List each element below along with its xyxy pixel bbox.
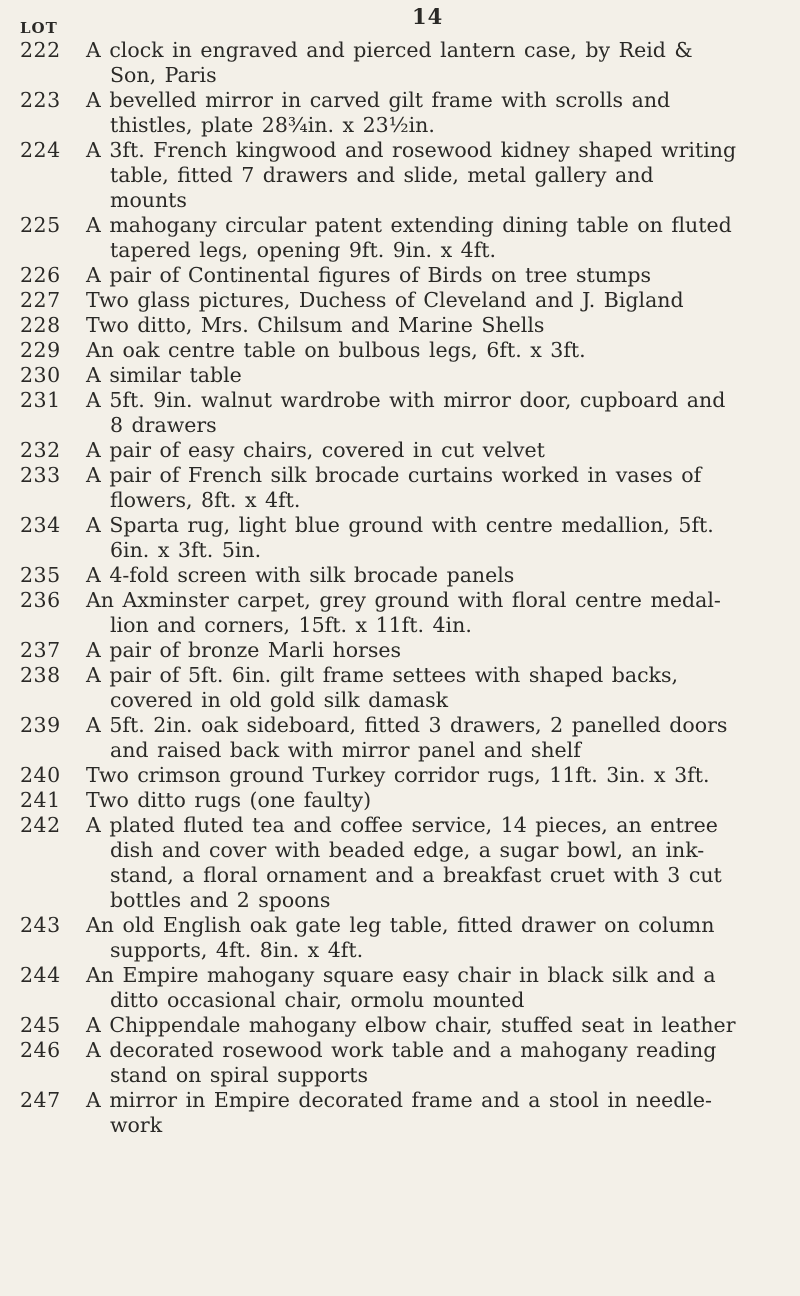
lot-description-line: A bevelled mirror in carved gilt frame with scrolls and bbox=[86, 88, 671, 112]
lot-number: 225 bbox=[20, 213, 61, 237]
lot-description bbox=[86, 313, 790, 338]
lot-description-line: A 3ft. French kingwood and rosewood kidney shaped writing bbox=[86, 138, 737, 162]
lot-description bbox=[86, 763, 790, 788]
lot-number: 234 bbox=[20, 513, 61, 537]
lot-number: 240 bbox=[20, 763, 61, 787]
lot-description-line: A clock in engraved and pierced lantern case, by Reid & bbox=[86, 38, 693, 62]
lot-description-line: A Chippendale mahogany elbow chair, stuffed seat in leather bbox=[86, 1013, 736, 1037]
lot-entry bbox=[0, 563, 800, 588]
lot-description-line: A mahogany circular patent extending dining table on fluted bbox=[86, 213, 732, 237]
lot-number: 223 bbox=[20, 88, 61, 112]
lot-description bbox=[86, 788, 790, 813]
lot-description-line: A mirror in Empire decorated frame and a stool in needle- bbox=[86, 1088, 712, 1112]
lot-description-line: A plated fluted tea and coffee service, 14 pieces, an entree bbox=[86, 813, 718, 837]
lot-list bbox=[0, 38, 800, 1138]
lot-description-line: thistles, plate 28¾in. x 23½in. bbox=[110, 113, 435, 137]
lot-entry bbox=[0, 763, 800, 788]
lot-number: 239 bbox=[20, 713, 61, 737]
lot-description-line: covered in old gold silk damask bbox=[110, 688, 449, 712]
lot-description-line: 6in. x 3ft. 5in. bbox=[110, 538, 262, 562]
lot-description bbox=[86, 1038, 790, 1088]
lot-description-line: 8 drawers bbox=[110, 413, 217, 437]
lot-description-line: An Empire mahogany square easy chair in black silk and a bbox=[86, 963, 716, 987]
lot-description bbox=[86, 638, 790, 663]
lot-entry bbox=[0, 438, 800, 463]
lot-description bbox=[86, 138, 790, 213]
lot-entry bbox=[0, 388, 800, 438]
lot-description-line: table, fitted 7 drawers and slide, metal gallery and bbox=[110, 163, 654, 187]
lot-number: 222 bbox=[20, 38, 61, 62]
lot-number: 230 bbox=[20, 363, 61, 387]
lot-entry bbox=[0, 38, 800, 88]
lot-description-line: lion and corners, 15ft. x 11ft. 4in. bbox=[110, 613, 472, 637]
lot-entry bbox=[0, 363, 800, 388]
lot-description-line: A pair of 5ft. 6in. gilt frame settees with shaped backs, bbox=[86, 663, 679, 687]
lot-description bbox=[86, 38, 790, 88]
lot-number: 237 bbox=[20, 638, 61, 662]
lot-description-line: Two ditto, Mrs. Chilsum and Marine Shells bbox=[86, 313, 545, 337]
lot-entry bbox=[0, 638, 800, 663]
lot-number: 229 bbox=[20, 338, 61, 362]
lot-description bbox=[86, 588, 790, 638]
lot-number: 231 bbox=[20, 388, 61, 412]
lot-description-line: A pair of French silk brocade curtains worked in vases of bbox=[86, 463, 702, 487]
lot-description-line: An oak centre table on bulbous legs, 6ft. x 3ft. bbox=[86, 338, 586, 362]
lot-description-line: flowers, 8ft. x 4ft. bbox=[110, 488, 301, 512]
lot-description-line: A similar table bbox=[86, 363, 242, 387]
lot-description-line: supports, 4ft. 8in. x 4ft. bbox=[110, 938, 364, 962]
lot-entry bbox=[0, 663, 800, 713]
lot-description bbox=[86, 513, 790, 563]
lot-number: 243 bbox=[20, 913, 61, 937]
lot-number: 233 bbox=[20, 463, 61, 487]
lot-description bbox=[86, 813, 790, 913]
lot-description bbox=[86, 88, 790, 138]
lot-entry bbox=[0, 1088, 800, 1138]
lot-entry bbox=[0, 463, 800, 513]
lot-description bbox=[86, 963, 790, 1013]
lot-entry bbox=[0, 138, 800, 213]
lot-description bbox=[86, 388, 790, 438]
lot-description-line: dish and cover with beaded edge, a sugar bowl, an ink- bbox=[110, 838, 705, 862]
lot-description-line: tapered legs, opening 9ft. 9in. x 4ft. bbox=[110, 238, 497, 262]
lot-description bbox=[86, 663, 790, 713]
lot-number: 227 bbox=[20, 288, 61, 312]
lot-entry bbox=[0, 88, 800, 138]
lot-entry bbox=[0, 313, 800, 338]
lot-description-line: A 4-fold screen with silk brocade panels bbox=[86, 563, 515, 587]
lot-description bbox=[86, 463, 790, 513]
lot-description-line: stand on spiral supports bbox=[110, 1063, 369, 1087]
lot-description-line: Son, Paris bbox=[110, 63, 217, 87]
lot-description-line: bottles and 2 spoons bbox=[110, 888, 331, 912]
lot-description-line: ditto occasional chair, ormolu mounted bbox=[110, 988, 525, 1012]
lot-description-line: An old English oak gate leg table, fitted drawer on column bbox=[86, 913, 715, 937]
lot-description-line: stand, a floral ornament and a breakfast cruet with 3 cut bbox=[110, 863, 722, 887]
lot-number: 245 bbox=[20, 1013, 61, 1037]
lot-number: 236 bbox=[20, 588, 61, 612]
lot-number: 244 bbox=[20, 963, 61, 987]
lot-description-line: A decorated rosewood work table and a mahogany reading bbox=[86, 1038, 717, 1062]
lot-description bbox=[86, 288, 790, 313]
page-number: 14 bbox=[412, 4, 444, 29]
lot-description bbox=[86, 1013, 790, 1038]
lot-number: 241 bbox=[20, 788, 61, 812]
lot-description bbox=[86, 913, 790, 963]
lot-entry bbox=[0, 813, 800, 913]
lot-number: 238 bbox=[20, 663, 61, 687]
lot-entry bbox=[0, 963, 800, 1013]
lot-entry bbox=[0, 1038, 800, 1088]
lot-entry bbox=[0, 1013, 800, 1038]
lot-number: 228 bbox=[20, 313, 61, 337]
lot-description bbox=[86, 438, 790, 463]
lot-number: 224 bbox=[20, 138, 61, 162]
lot-number: 247 bbox=[20, 1088, 61, 1112]
lot-number: 246 bbox=[20, 1038, 61, 1062]
lot-number: 232 bbox=[20, 438, 61, 462]
lot-number: 226 bbox=[20, 263, 61, 287]
lot-description-line: Two crimson ground Turkey corridor rugs, 11ft. 3in. x 3ft. bbox=[86, 763, 710, 787]
lot-entry bbox=[0, 913, 800, 963]
lot-description-line: A pair of bronze Marli horses bbox=[86, 638, 402, 662]
lot-description-line: Two glass pictures, Duchess of Cleveland and J. Bigland bbox=[86, 288, 684, 312]
lot-description bbox=[86, 713, 790, 763]
lot-description bbox=[86, 263, 790, 288]
lot-entry bbox=[0, 788, 800, 813]
lot-entry bbox=[0, 263, 800, 288]
lot-description-line: work bbox=[110, 1113, 163, 1137]
lot-description-line: Two ditto rugs (one faulty) bbox=[86, 788, 372, 812]
lot-description-line: A Sparta rug, light blue ground with centre medallion, 5ft. bbox=[86, 513, 714, 537]
lot-description-line: and raised back with mirror panel and shelf bbox=[110, 738, 581, 762]
lot-description-line: A pair of easy chairs, covered in cut velvet bbox=[86, 438, 545, 462]
lot-description-line: A 5ft. 2in. oak sideboard, fitted 3 drawers, 2 panelled doors bbox=[86, 713, 728, 737]
lot-description bbox=[86, 1088, 790, 1138]
lot-entry bbox=[0, 338, 800, 363]
lot-description bbox=[86, 213, 790, 263]
lot-entry bbox=[0, 588, 800, 638]
lot-description bbox=[86, 563, 790, 588]
lot-description-line: A 5ft. 9in. walnut wardrobe with mirror door, cupboard and bbox=[86, 388, 726, 412]
lot-description bbox=[86, 363, 790, 388]
lot-column-header: LOT bbox=[20, 19, 58, 37]
lot-description-line: An Axminster carpet, grey ground with floral centre medal- bbox=[86, 588, 721, 612]
lot-number: 235 bbox=[20, 563, 61, 587]
lot-entry bbox=[0, 288, 800, 313]
lot-description-line: mounts bbox=[110, 188, 187, 212]
lot-entry bbox=[0, 213, 800, 263]
lot-description bbox=[86, 338, 790, 363]
lot-description-line: A pair of Continental figures of Birds on tree stumps bbox=[86, 263, 651, 287]
lot-number: 242 bbox=[20, 813, 61, 837]
lot-entry bbox=[0, 713, 800, 763]
lot-entry bbox=[0, 513, 800, 563]
